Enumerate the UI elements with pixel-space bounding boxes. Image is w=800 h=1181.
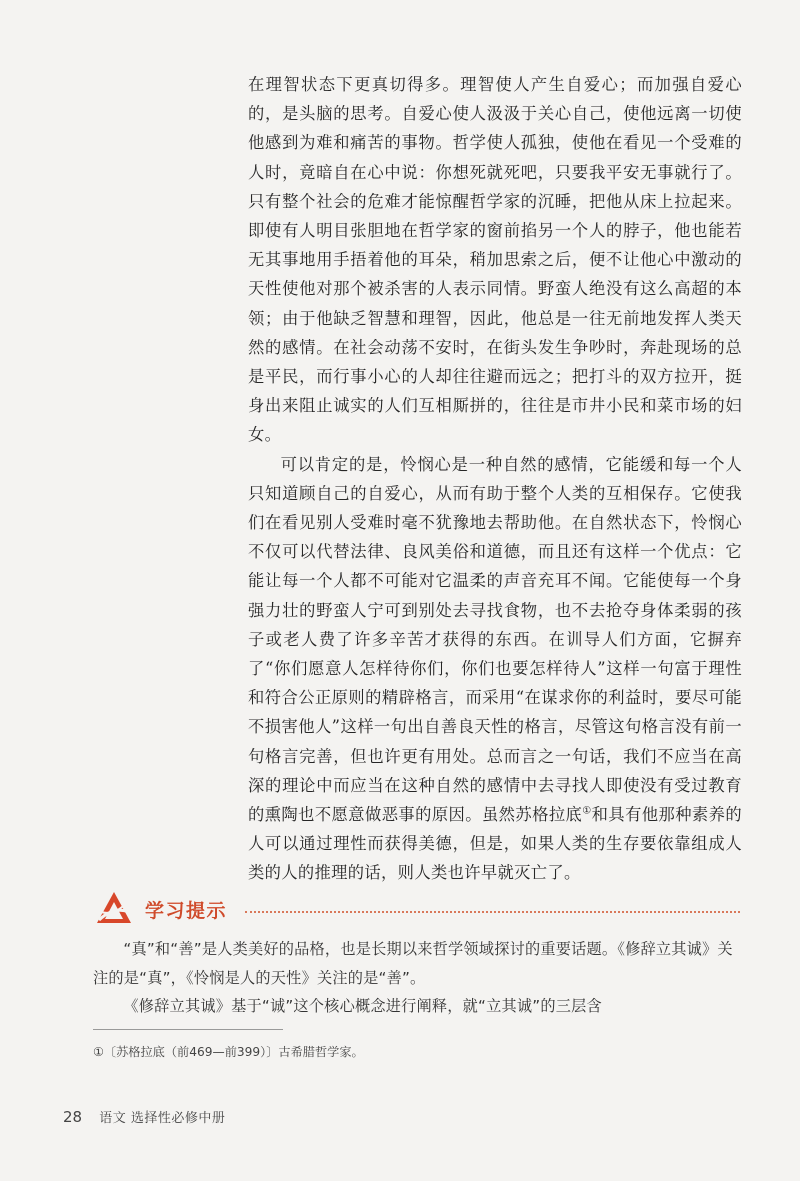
- page-number: 28: [63, 1108, 83, 1126]
- study-tips-body: [93, 935, 743, 1021]
- study-tips-logo-icon: [95, 890, 133, 926]
- page-footer: [63, 1107, 225, 1126]
- paragraph-2-text-a: 可以肯定的是，怜悯心是一种自然的感情，它能缓和每一个人只知道顾自己的自爱心，从而有助于整个人类的互相保存。它使我们在看见别人受难时毫不犹豫地去帮助他。在自然状态下，怜悯心不仅可以代替法律、良风美俗和道德，而且还有这样一个优点：它能让每一个人都不可能对它温柔的声音充耳不闻。它能使每一个身强力壮的野蛮人宁可到别处去寻找食物，也不去抢夺身体柔弱的孩子或老人费了许多辛苦才获得的东西。在训导人们方面，它摒弃了“你们愿意人怎样待你们，你们也要怎样待人”这样一句富于理性和符合公正原则的精辟格言，而采用“在谋求你的利益时，要尽可能不损害他人”这样一句出自善良天性的格言，尽管这句格言没有前一句格言完善，但也许更有用处。总而言之一句话，我们不应当在高深的理论中而应当在这种自然的感情中去寻找人即使没有受过教育的熏陶也不愿意做恶事的原因。虽然苏格拉底: [248, 454, 742, 825]
- study-tips-title: 学习提示: [145, 900, 228, 922]
- body-paragraph-1: 在理智状态下更真切得多。理智使人产生自爱心；而加强自爱心的，是头脑的思考。自爱心使人汲汲于关心自己，使他远离一切使他感到为难和痛苦的事物。哲学使人孤独，使他在看见一个受难的人时，竟暗自在心中说：你想死就死吧，只要我平安无事就行了。只有整个社会的危难才能惊醒哲学家的沉睡，把他从床上拉起来。即使有人明目张胆地在哲学家的窗前掐另一个人的脖子，他也能若无其事地用手捂着他的耳朵，稍加思索之后，便不让他心中激动的天性使他对那个被杀害的人表示同情。野蛮人绝没有这么高超的本领；由于他缺乏智慧和理智，因此，他总是一往无前地发挥人类天然的感情。在社会动荡不安时，在街头发生争吵时，奔赴现场的总是平民，而行事小心的人却往往避而远之；把打斗的双方拉开，挺身出来阻止诚实的人们互相厮拼的，往往是市井小民和菜市场的妇女。: [248, 75, 742, 445]
- paragraph-2-text-b: 和具有他那种素养的人可以通过理性而获得美德，但是，如果人类的生存要依靠组成人类的人的推理的话，则人类也许早就灭亡了。: [248, 805, 742, 883]
- header-dotted-divider: [245, 911, 740, 913]
- study-tips-header: [95, 890, 740, 930]
- book-title: 语文 选择性必修中册: [99, 1111, 226, 1126]
- main-text: [248, 70, 742, 888]
- footnote-reference[interactable]: ①: [582, 805, 592, 817]
- study-tips-paragraph-2: 《修辞立其诚》基于“诚”这个核心概念进行阐释，就“立其诚”的三层含: [123, 997, 602, 1015]
- footnote-divider: [93, 1029, 283, 1030]
- footnote: ①〔苏格拉底（前469—前399）〕古希腊哲学家。: [93, 1045, 364, 1059]
- study-tips-paragraph-1: “真”和“善”是人类美好的品格，也是长期以来哲学领域探讨的重要话题。《修辞立其诚》关注的是“真”，《怜悯是人的天性》关注的是“善”。: [93, 940, 733, 987]
- body-paragraph-2: [248, 450, 742, 888]
